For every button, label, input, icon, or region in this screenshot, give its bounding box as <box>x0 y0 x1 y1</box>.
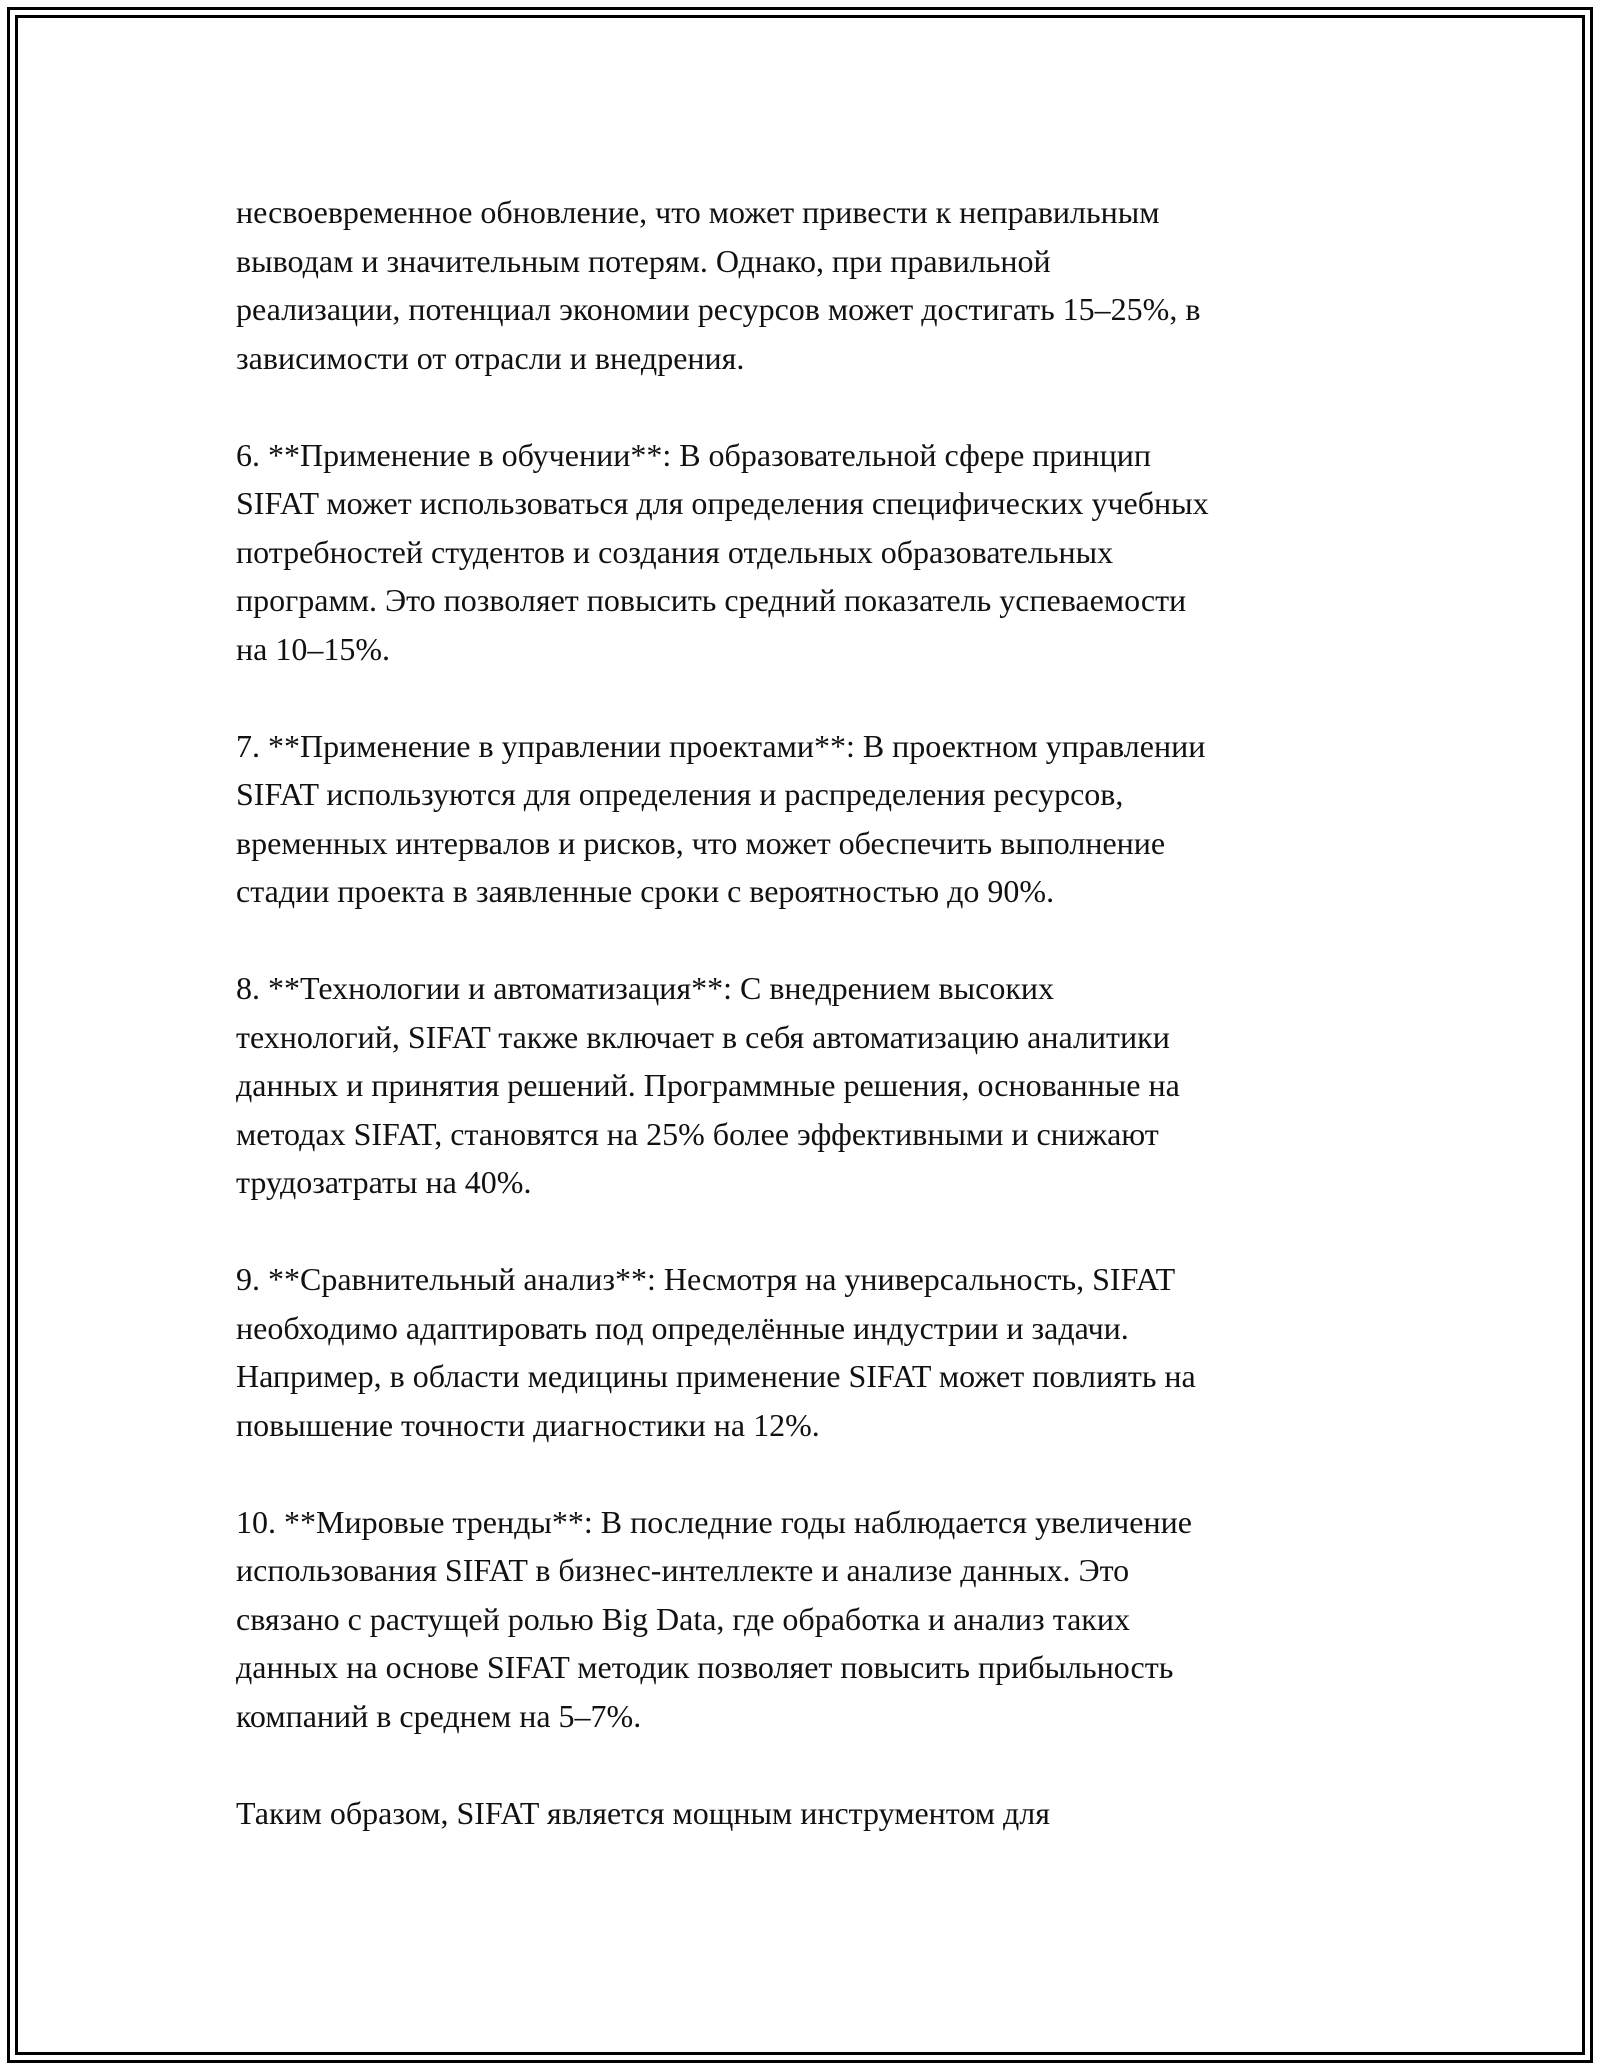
text-line: зависимости от отрасли и внедрения. <box>236 339 745 376</box>
text-line: трудозатраты на 40%. <box>236 1164 532 1200</box>
text-line: технологий, SIFAT также включает в себя автоматизацию аналитики <box>236 1018 1170 1055</box>
text-line: стадии проекта в заявленные сроки с вероятностью до 90%. <box>236 873 1055 909</box>
text-line: использования SIFAT в бизнес-интеллекте и анализе данных. Это <box>236 1552 1130 1588</box>
text-line: SIFAT может использоваться для определения специфических учебных <box>236 485 1209 521</box>
text-line: 9. **Сравнительный анализ**: Несмотря на универсальность, SIFAT <box>236 1261 1176 1297</box>
text-line: реализации, потенциал экономии ресурсов может достигать 15–25%, в <box>236 291 1201 327</box>
paragraph-intro-continuation <box>236 188 1386 382</box>
paragraph-conclusion <box>236 1789 1386 1838</box>
text-line: необходимо адаптировать под определённые индустрии и задачи. <box>236 1309 1129 1346</box>
document-body <box>236 188 1386 1837</box>
text-line: данных и принятия решений. Программные решения, основанные на <box>236 1067 1180 1103</box>
text-line: программ. Это позволяет повысить средний показатель успеваемости <box>236 582 1187 618</box>
text-line: Таким образом, SIFAT является мощным инструментом для <box>236 1794 1050 1831</box>
text-line: компаний в среднем на 5–7%. <box>236 1697 642 1734</box>
paragraph-item-6 <box>236 431 1386 674</box>
text-line: SIFAT используются для определения и распределения ресурсов, <box>236 776 1124 812</box>
text-line: Например, в области медицины применение SIFAT может повлиять на <box>236 1358 1196 1394</box>
text-line: данных на основе SIFAT методик позволяет повысить прибыльность <box>236 1649 1174 1685</box>
text-line: на 10–15%. <box>236 630 390 667</box>
text-line: повышение точности диагностики на 12%. <box>236 1406 820 1443</box>
text-line: 6. **Применение в обучении**: В образовательной сфере принцип <box>236 436 1152 473</box>
paragraph-item-10 <box>236 1498 1386 1741</box>
text-line: 7. **Применение в управлении проектами**: В проектном управлении <box>236 727 1206 764</box>
text-line: выводам и значительным потерям. Однако, при правильной <box>236 242 1051 279</box>
text-line: связано с растущей ролью Big Data, где обработка и анализ таких <box>236 1600 1130 1637</box>
text-line: методах SIFAT, становятся на 25% более эффективными и снижают <box>236 1115 1159 1152</box>
paragraph-item-8 <box>236 964 1386 1207</box>
text-line: потребностей студентов и создания отдельных образовательных <box>236 533 1114 570</box>
text-line: несвоевременное обновление, что может привести к неправильным <box>236 194 1160 230</box>
paragraph-item-9 <box>236 1255 1386 1449</box>
text-line: временных интервалов и рисков, что может обеспечить выполнение <box>236 824 1166 861</box>
text-line: 10. **Мировые тренды**: В последние годы наблюдается увеличение <box>236 1503 1192 1540</box>
text-line: 8. **Технологии и автоматизация**: С внедрением высоких <box>236 970 1054 1006</box>
paragraph-item-7 <box>236 722 1386 916</box>
